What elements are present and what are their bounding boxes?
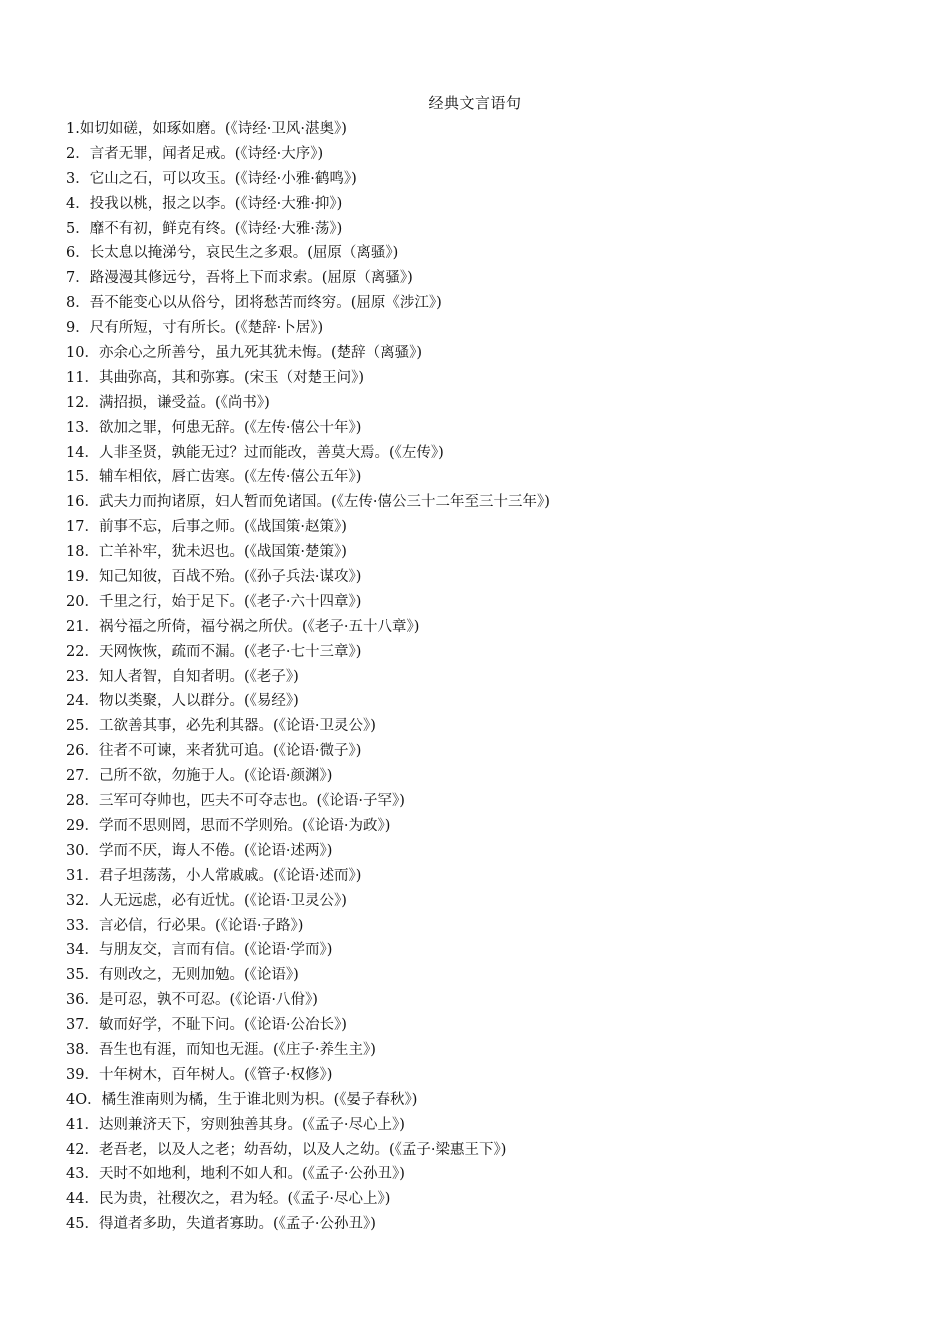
quote-line: 36．是可忍，孰不可忍。(《论语·八佾》)	[66, 992, 318, 1009]
quote-line: 17．前事不忘，后事之师。(《战国策·赵策》)	[66, 519, 347, 536]
quote-line: 15．辅车相依，唇亡齿寒。(《左传·僖公五年》)	[66, 469, 362, 486]
quote-line: 26．往者不可谏，来者犹可追。(《论语·微子》)	[66, 743, 362, 760]
quote-line: 29．学而不思则罔，思而不学则殆。(《论语·为政》)	[66, 817, 391, 834]
quote-line: 35．有则改之，无则加勉。(《论语》)	[66, 967, 299, 984]
quote-line: 37．敏而好学，不耻下问。(《论语·公冶长》)	[66, 1017, 347, 1034]
quote-line: 45．得道者多助，失道者寡助。(《孟子·公孙丑》)	[66, 1216, 376, 1233]
quote-line: 30．学而不厌，诲人不倦。(《论语·述两》)	[66, 842, 333, 859]
quote-line: 20．千里之行，始于足下。(《老子·六十四章》)	[66, 593, 362, 610]
quote-line: 32．人无远虑，必有近忧。(《论语·卫灵公》)	[66, 892, 347, 909]
quote-line: 41．达则兼济天下，穷则独善其身。(《孟子·尽心上》)	[66, 1116, 405, 1133]
quote-line: 22．天网恢恢，疏而不漏。(《老子·七十三章》)	[66, 643, 362, 660]
quote-line: 21．祸兮福之所倚，福兮祸之所伏。(《老子·五十八章》)	[66, 618, 420, 635]
quote-line: 13．欲加之罪，何患无辞。(《左传·僖公十年》)	[66, 419, 362, 436]
quote-line: 1.如切如磋，如琢如磨。(《诗经·卫风·湛奥》)	[66, 121, 347, 137]
quote-line: 9．尺有所短，寸有所长。(《楚辞·卜居》)	[66, 320, 324, 337]
quote-line: 7．路漫漫其修远兮，吾将上下而求索。(屈原（离骚》)	[66, 270, 413, 287]
quote-line: 24．物以类聚，人以群分。(《易经》)	[66, 693, 299, 710]
quote-line: 12．满招损，谦受益。(《尚书》)	[66, 394, 270, 411]
quote-line: 28．三军可夺帅也，匹夫不可夺志也。(《论语·子罕》)	[66, 793, 405, 810]
quote-line: 34．与朋友交，言而有信。(《论语·学而》)	[66, 942, 333, 959]
quote-line: 4O．橘生淮南则为橘，生于谁北则为枳。(《晏子春秋》)	[66, 1091, 418, 1108]
quote-line: 43．天时不如地利，地利不如人和。(《孟子·公孙丑》)	[66, 1166, 405, 1183]
quote-line: 16．武夫力而拘诸原，妇人暂而免诸国。(《左传·僖公三十二年至三十三年》)	[66, 494, 550, 511]
quote-line: 3．它山之石，可以攻玉。(《诗经·小雅·鹤鸣》)	[66, 170, 357, 187]
quote-line: 27．己所不欲，勿施于人。(《论语·颜渊》)	[66, 768, 333, 785]
quote-line: 31．君子坦荡荡，小人常戚戚。(《论语·述而》)	[66, 867, 362, 884]
quote-list	[66, 117, 926, 1237]
quote-line: 39．十年树木，百年树人。(《管子·权修》)	[66, 1066, 333, 1083]
quote-line: 25．工欲善其事，必先利其器。(《论语·卫灵公》)	[66, 718, 376, 735]
quote-line: 23．知人者智，自知者明。(《老子》)	[66, 668, 299, 685]
quote-line: 6．长太息以掩涕兮，哀民生之多艰。(屈原（离骚》)	[66, 245, 399, 262]
document-title: 经典文言语句	[428, 94, 522, 112]
quote-line: 10．亦余心之所善兮，虽九死其犹未悔。(楚辞（离骚》)	[66, 345, 423, 362]
quote-line: 11．其曲弥高，其和弥寡。(宋玉（对楚王问》)	[66, 369, 365, 386]
quote-line: 8．吾不能变心以从俗兮，团将愁苦而终穷。(屈原《涉江》)	[66, 295, 442, 312]
quote-line: 4．投我以桃，报之以李。(《诗经·大雅·抑》)	[66, 195, 343, 212]
quote-line: 19．知己知彼，百战不殆。(《孙子兵法·谋攻》)	[66, 569, 362, 586]
quote-line: 2．言者无罪，闻者足戒。(《诗经·大序》)	[66, 145, 324, 162]
quote-line: 44．民为贵，社稷次之，君为轻。(《孟子·尽心上》)	[66, 1191, 391, 1208]
quote-line: 14．人非圣贤，孰能无过？过而能改，善莫大焉。(《左传》)	[66, 444, 444, 461]
quote-line: 42．老吾老，以及人之老；幼吾幼，以及人之幼。(《孟子·梁惠王下》)	[66, 1141, 507, 1158]
quote-line: 5．靡不有初，鲜克有终。(《诗经·大雅·荡》)	[66, 220, 343, 237]
quote-line: 18．亡羊补牢，犹未迟也。(《战国策·楚策》)	[66, 544, 347, 561]
quote-line: 33．言必信，行必果。(《论语·子路》)	[66, 917, 304, 934]
quote-line: 38．吾生也有涯，而知也无涯。(《庄子·养生主》)	[66, 1041, 376, 1058]
